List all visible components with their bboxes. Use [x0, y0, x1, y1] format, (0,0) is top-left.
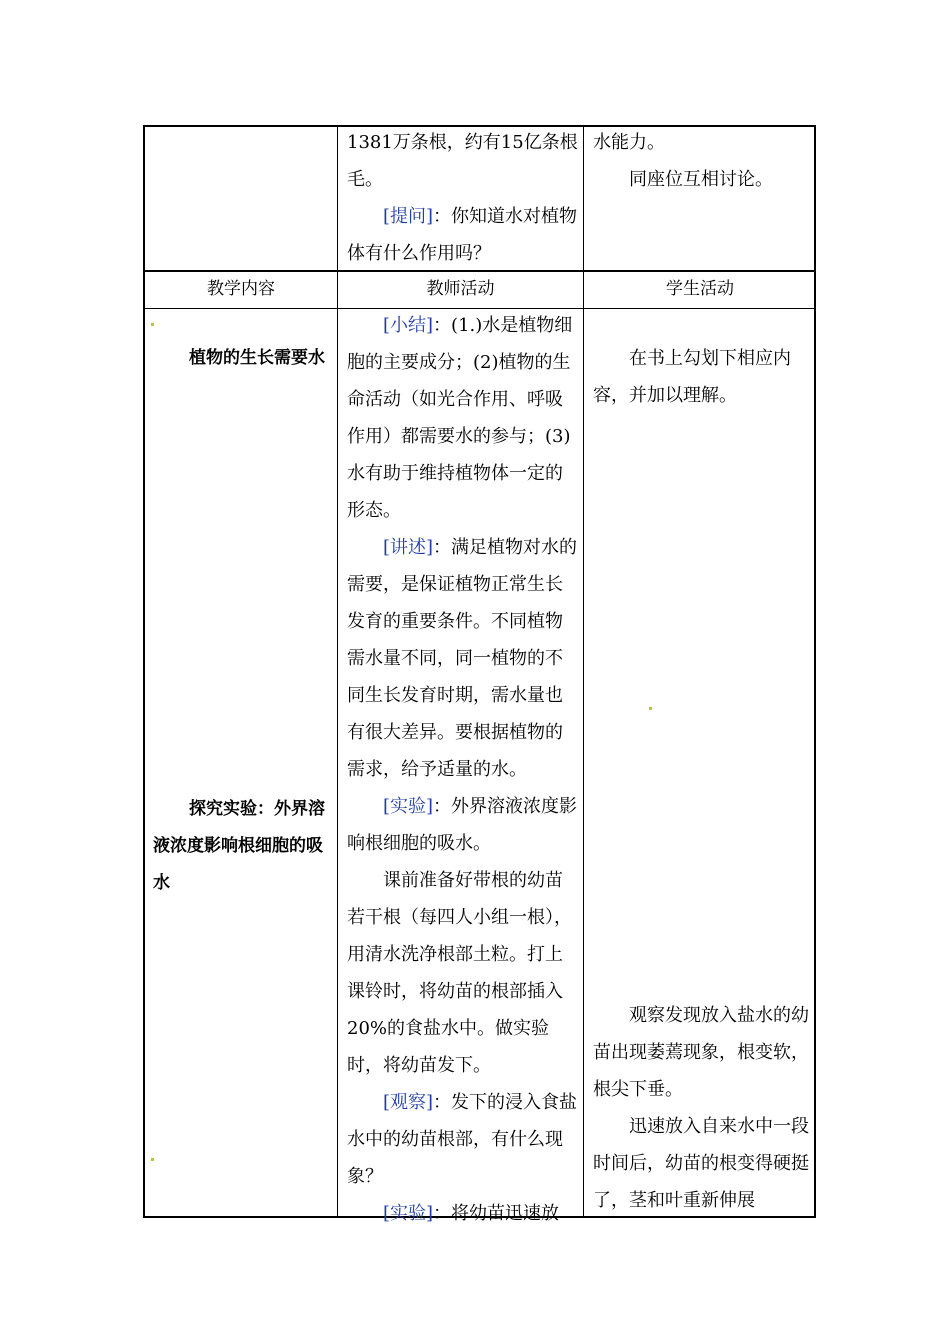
header-student-activity: 学生活动	[666, 279, 734, 299]
marker-dot	[649, 707, 652, 710]
content-topic-1	[153, 340, 331, 377]
topic-text: 探究实验：外界溶液浓度影响根细胞的吸水	[153, 799, 325, 893]
teacher-cell-top	[347, 124, 579, 272]
marker-dot	[151, 323, 154, 326]
marker-dot	[151, 1158, 154, 1161]
student-text: 同座位互相讨论。	[629, 169, 773, 190]
student-cell-2	[593, 997, 811, 1219]
paragraph-text: ：满足植物对水的需要，是保证植物正常生长发育的重要条件。不同植物需水量不同，同一植物的不同生长发育时期，需水量也有很大差异。要根据植物的需求，给予适量的水。	[347, 537, 578, 780]
narration-tag: [讲述]	[383, 537, 434, 558]
student-paragraph: 在书上勾划下相应内容，并加以理解。	[593, 348, 791, 406]
observe-tag: [观察]	[383, 1092, 434, 1113]
student-paragraph: 迅速放入自来水中一段时间后，幼苗的根变得硬挺了，茎和叶重新伸展	[593, 1116, 809, 1211]
teacher-text: 1381万条根，约有15亿条根毛。	[347, 132, 578, 190]
student-cell-1	[593, 340, 811, 414]
topic-text: 植物的生长需要水	[189, 348, 325, 368]
paragraph-text: ：(1.)水是植物细胞的主要成分；(2)植物的生命活动（如光合作用、呼吸作用）都需要水的参与；(3)水有助于维持植物体一定的形态。	[347, 315, 573, 521]
paragraph-text: ：外界溶液浓度影响根细胞的吸水。	[347, 796, 578, 854]
header-teaching-content: 教学内容	[207, 279, 275, 299]
teacher-cell-main	[347, 307, 579, 1232]
experiment-tag: [实验]	[383, 1203, 434, 1224]
teacher-paragraph	[347, 529, 579, 788]
teacher-paragraph	[347, 1195, 579, 1232]
paragraph-text: ：将幼苗迅速放	[433, 1203, 560, 1224]
teacher-paragraph	[347, 788, 579, 862]
teacher-paragraph	[347, 307, 579, 529]
lesson-plan-table	[143, 125, 816, 1224]
teacher-paragraph	[347, 1084, 579, 1195]
paragraph-text: ：发下的浸入食盐水中的幼苗根部，有什么现象？	[347, 1092, 578, 1187]
header-teacher-activity: 教师活动	[426, 279, 495, 299]
student-cell-top	[593, 124, 811, 198]
summary-tag: [小结]	[383, 315, 434, 336]
question-tag: [提问]	[383, 206, 434, 227]
question-text: ：你知道水对植物体有什么作用吗？	[347, 206, 578, 264]
teacher-question	[347, 198, 579, 272]
student-paragraph: 观察发现放入盐水的幼苗出现萎蔫现象，根变软，根尖下垂。	[593, 1005, 809, 1100]
experiment-tag: [实验]	[383, 796, 434, 817]
student-text: 水能力。	[593, 132, 665, 153]
content-topic-2	[153, 791, 331, 902]
teacher-paragraph: 课前准备好带根的幼苗若干根（每四人小组一根），用清水洗净根部土粒。打上课铃时，将幼苗的根部插入20%的食盐水中。做实验时，将幼苗发下。	[347, 870, 572, 1076]
